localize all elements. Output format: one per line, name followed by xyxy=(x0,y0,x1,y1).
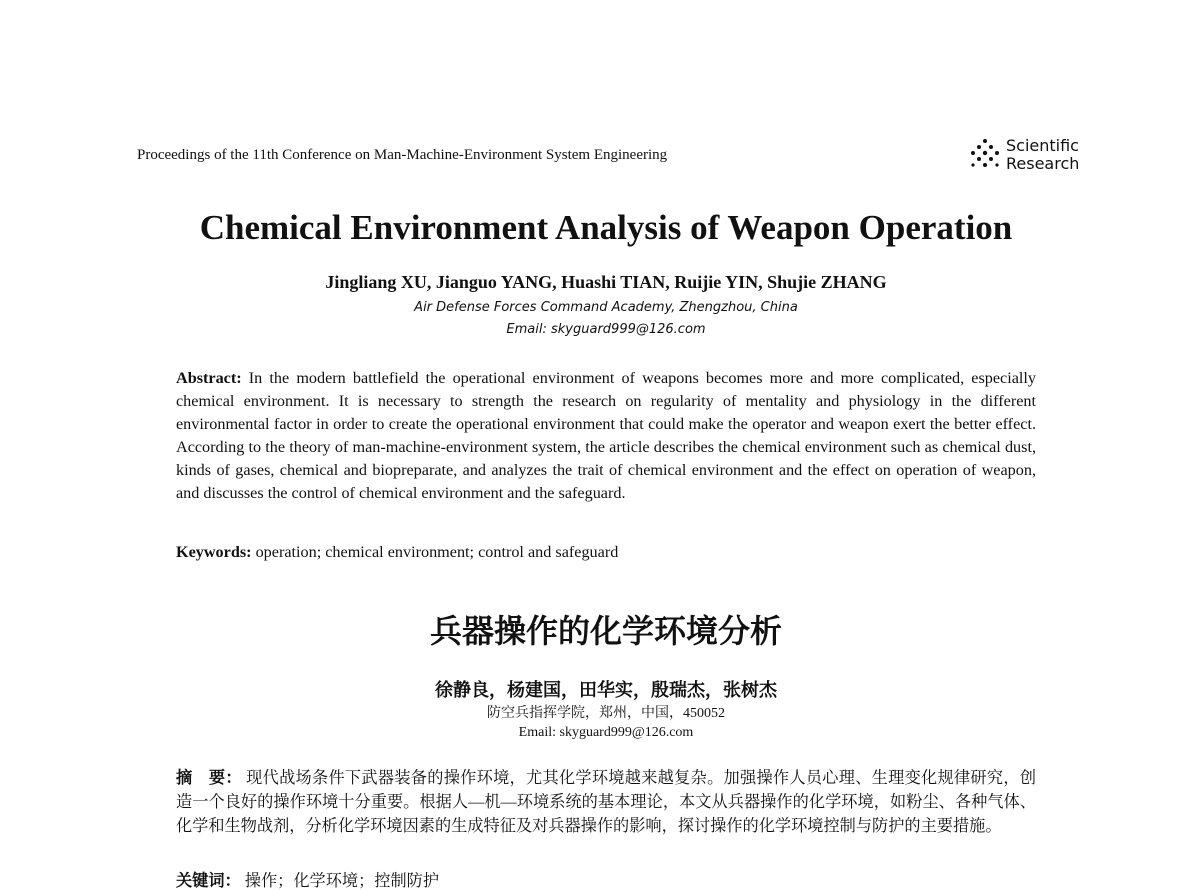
abstract-text-en: In the modern battlefield the operational environment of weapons becomes more and more complicated, especially chemical environment. It is necessary to strength the research on regularity of mentality and physiology in the different environmental factor in order to create the operational environment that could make the operator and weapon exert the better effect. According to the theory of man-machine-environment system, the article describes the chemical environment such as chemical dust, kinds of gases, chemical and biopreparate, and analyzes the trait of chemical environment and the effect on operation of weapon, and discusses the control of chemical environment and the safeguard. xyxy=(176,369,1036,502)
keywords-label-cn: 关键词： xyxy=(176,872,241,890)
abstract-text-cn: 现代战场条件下武器装备的操作环境，尤其化学环境越来越复杂。加强操作人员心理、生理变化规律研究，创造一个良好的操作环境十分重要。根据人—机—环境系统的基本理论，本文从兵器操作的化学环境，如粉尘、各种气体、化学和生物战剂，分析化学环境因素的生成特征及对兵器操作的影响，探讨操作的化学环境控制与防护的主要措施。 xyxy=(176,769,1037,835)
keywords-en xyxy=(176,541,1036,563)
publisher-name-line1: Scientific xyxy=(1006,136,1079,155)
authors-en: Jingliang XU, Jianguo YANG, Huashi TIAN, Ruijie YIN, Shujie ZHANG xyxy=(325,272,887,292)
authors-cn: 徐静良，杨建国，田华实，殷瑞杰，张树杰 xyxy=(435,680,777,701)
publisher-name-line2: Research xyxy=(1006,154,1080,173)
affiliation-cn: 防空兵指挥学院，郑州，中国，450052 xyxy=(487,706,725,721)
abstract-label-cn: 摘 要： xyxy=(176,769,242,787)
keywords-text-cn: 操作；化学环境；控制防护 xyxy=(244,872,440,890)
publisher-logo xyxy=(966,136,1079,174)
paper-title-cn: 兵器操作的化学环境分析 xyxy=(429,612,782,650)
abstract-en xyxy=(176,367,1036,505)
dot-diamond-icon xyxy=(966,136,1004,174)
keywords-text-en: operation; chemical environment; control and safeguard xyxy=(255,543,619,561)
abstract-cn xyxy=(176,766,1036,838)
email-cn: Email: skyguard999@126.com xyxy=(518,725,694,740)
affiliation-en: Air Defense Forces Command Academy, Zhengzhou, China xyxy=(414,300,798,315)
email-en: Email: skyguard999@126.com xyxy=(506,322,706,337)
keywords-cn xyxy=(176,870,1036,892)
proceedings-header: Proceedings of the 11th Conference on Man-Machine-Environment System Engineering xyxy=(137,147,668,163)
paper-title-en: Chemical Environment Analysis of Weapon Operation xyxy=(199,208,1013,247)
keywords-label-en: Keywords: xyxy=(176,543,252,561)
abstract-label-en: Abstract: xyxy=(176,369,242,387)
